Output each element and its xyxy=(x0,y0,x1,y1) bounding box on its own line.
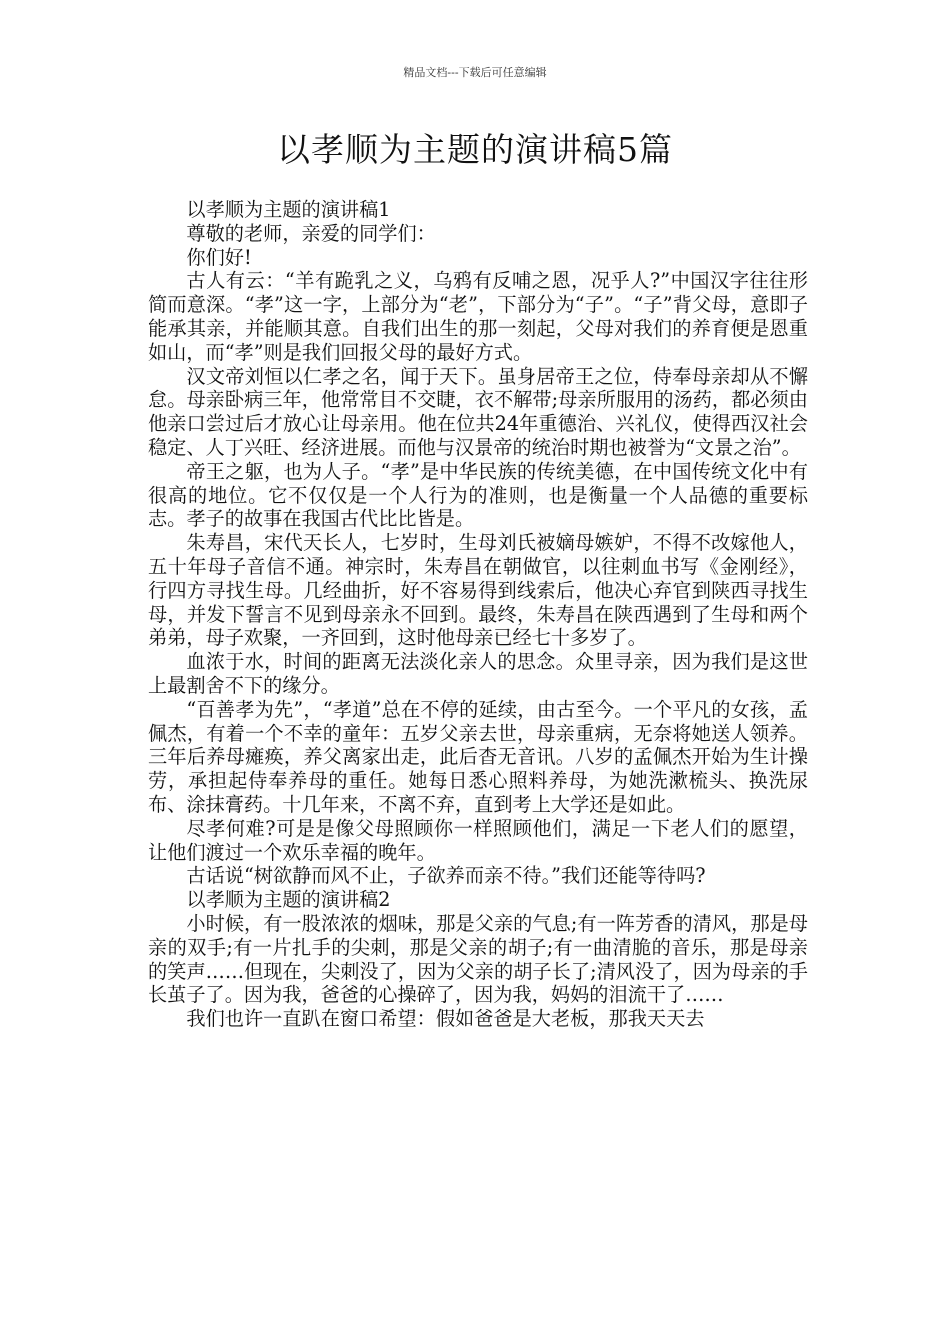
paragraph: 朱寿昌，宋代天长人，七岁时，生母刘氏被嫡母嫉妒，不得不改嫁他人，五十年母子音信不通。神宗时，朱寿昌在朝做官，以往刺血书写《金刚经》，行四方寻找生母。几经曲折，好不容易得到线索后，他决心弃官到陕西寻找生母，并发下誓言不见到母亲永不回到。最终，朱寿昌在陕西遇到了生母和两个弟弟，母子欢聚，一齐回到，这时他母亲已经七十多岁了。 xyxy=(148,531,808,650)
paragraph: 血浓于水，时间的距离无法淡化亲人的思念。众里寻亲，因为我们是这世上最割舍不下的缘分。 xyxy=(148,650,808,697)
speech-heading-1: 以孝顺为主题的演讲稿1 xyxy=(186,198,391,221)
paragraph: 我们也许一直趴在窗口希望：假如爸爸是大老板，那我天天去 xyxy=(186,1007,705,1031)
document-body xyxy=(148,198,808,1031)
paragraph: 汉文帝刘恒以仁孝之名，闻于天下。虽身居帝王之位，侍奉母亲却从不懈怠。母亲卧病三年，他常常目不交睫，衣不解带;母亲所服用的汤药，都必须由他亲口尝过后才放心让母亲用。他在位共24年重德治、兴礼仪，使得西汉社会稳定、人丁兴旺、经济进展。而他与汉景帝的统治时期也被誉为“文景之治”。 xyxy=(148,364,808,459)
paragraph: “百善孝为先”，“孝道”总在不停的延续，由古至今。一个平凡的女孩，孟佩杰，有着一个不幸的童年：五岁父亲去世，母亲重病，无奈将她送人领养。三年后养母瘫痪，养父离家出走，此后杳无音讯。八岁的孟佩杰开始为生计操劳，承担起侍奉养母的重任。她每日悉心照料养母，为她洗漱梳头、换洗尿布、涂抹膏药。十几年来，不离不弃，直到考上大学还是如此。 xyxy=(148,697,808,816)
paragraph: 古人有云：“羊有跪乳之义，乌鸦有反哺之恩，况乎人?”中国汉字往往形简而意深。“孝”这一字，上部分为“老”，下部分为“子”。“子”背父母，意即子能承其亲，并能顺其意。自我们出生的那一刻起，父母对我们的养育便是恩重如山，而“孝”则是我们回报父母的最好方式。 xyxy=(148,269,808,364)
greeting: 你们好! xyxy=(186,245,252,269)
paragraph: 古话说“树欲静而风不止，子欲养而亲不待。”我们还能等待吗? xyxy=(186,864,706,888)
document-title: 以孝顺为主题的演讲稿5篇 xyxy=(277,130,673,169)
salutation: 尊敬的老师，亲爱的同学们： xyxy=(186,221,436,245)
paragraph: 帝王之躯，也为人子。“孝”是中华民族的传统美德，在中国传统文化中有很高的地位。它不仅仅是一个人行为的准则，也是衡量一个人品德的重要标志。孝子的故事在我国古代比比皆是。 xyxy=(148,459,808,531)
speech-heading-2: 以孝顺为主题的演讲稿2 xyxy=(186,888,391,912)
paragraph: 尽孝何难?可是是像父母照顾你一样照顾他们，满足一下老人们的愿望，让他们渡过一个欢乐幸福的晚年。 xyxy=(148,816,808,864)
paragraph: 小时候，有一股浓浓的烟味，那是父亲的气息;有一阵芳香的清风，那是母亲的双手;有一片扎手的尖刺，那是父亲的胡子;有一曲清脆的音乐，那是母亲的笑声……但现在，尖刺没了，因为父亲的胡子长了;清风没了，因为母亲的手长茧子了。因为我，爸爸的心操碎了，因为我，妈妈的泪流干了…… xyxy=(148,911,808,1007)
page-header: 精品文档---下载后可任意编辑 xyxy=(403,66,547,79)
